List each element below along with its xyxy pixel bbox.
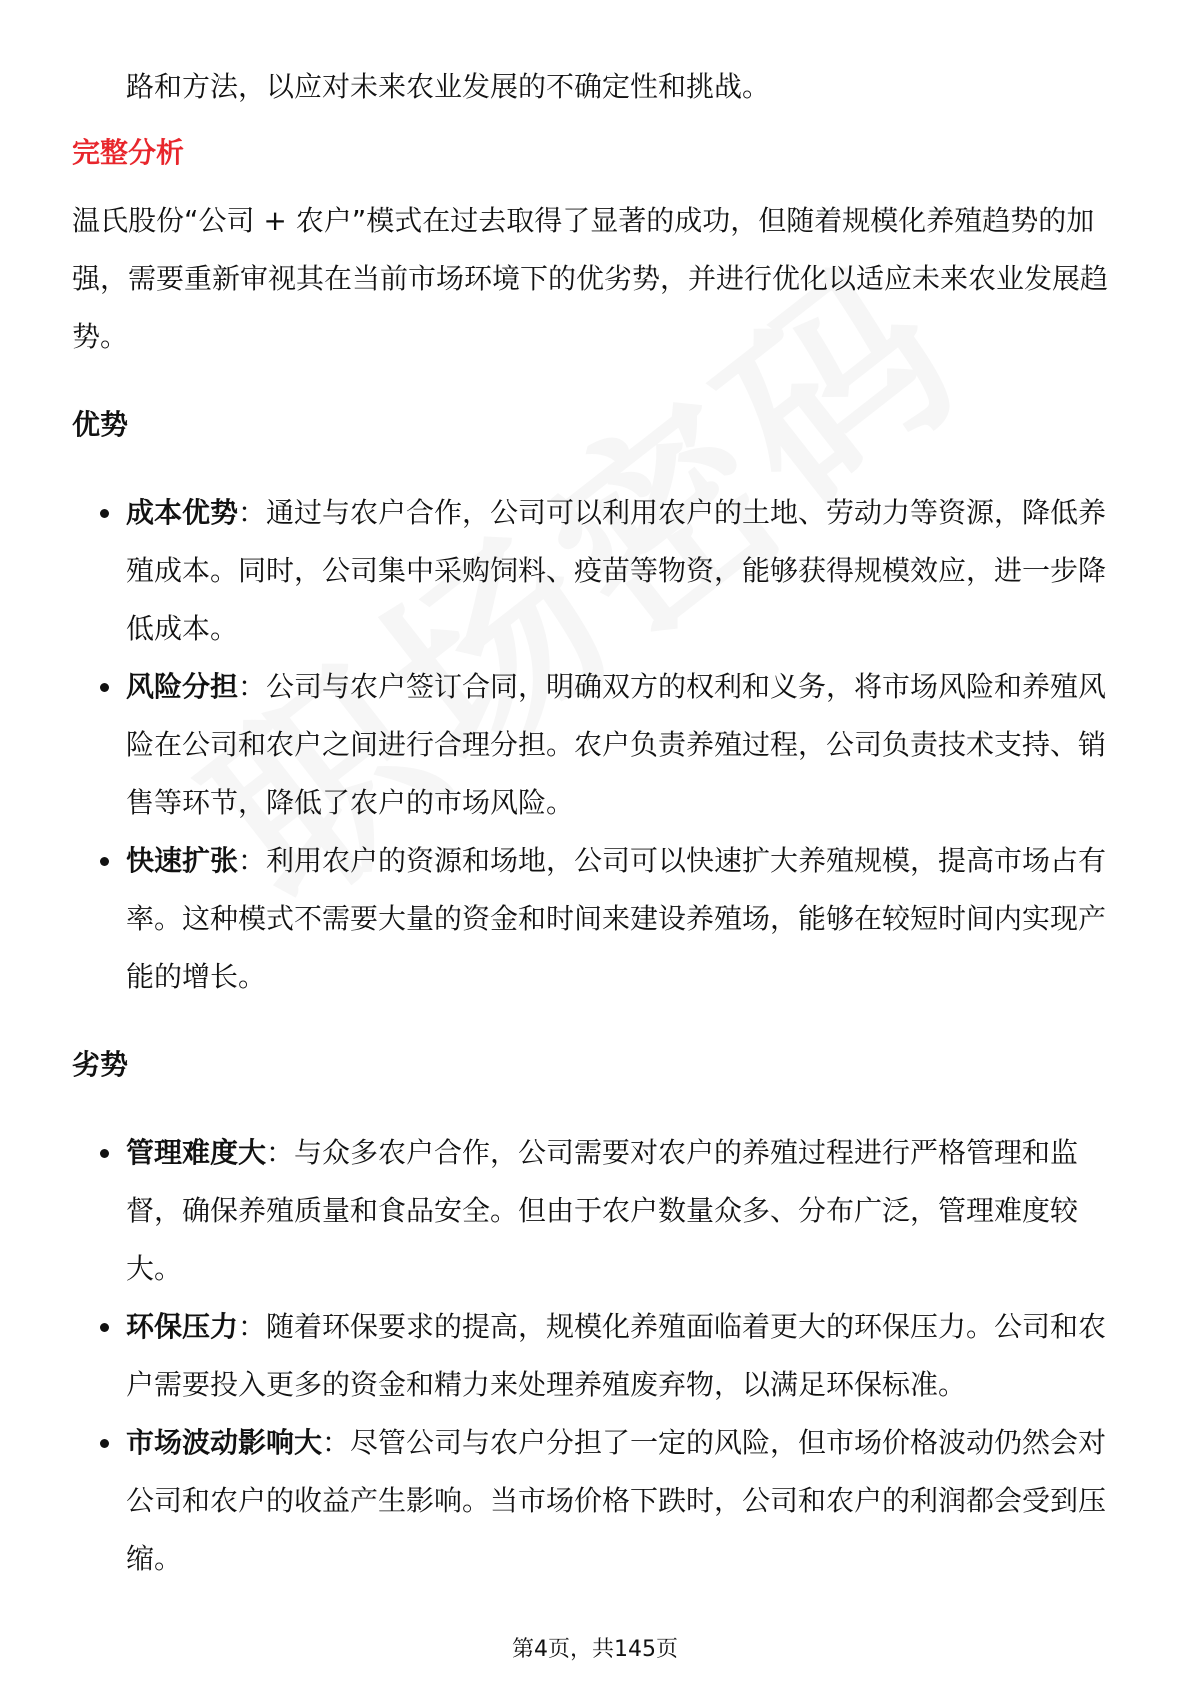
heading-advantages: 优势	[72, 408, 129, 441]
bullet-icon	[100, 509, 109, 518]
item-text: 通过与农户合作，公司可以利用农户的土地、劳动力等资源，降低养殖成本。同时，公司集中采购饲料、疫苗等物资，能够获得规模效应，进一步降低成本。	[126, 496, 1107, 645]
page-number: 第4页，共145页	[512, 1637, 678, 1662]
item-term: 市场波动影响大	[126, 1426, 323, 1459]
item-text: 尽管公司与农户分担了一定的风险，但市场价格波动仍然会对公司和农户的收益产生影响。当市场价格下跌时，公司和农户的利润都会受到压缩。	[126, 1426, 1107, 1575]
item-text: 与众多农户合作，公司需要对农户的养殖过程进行严格管理和监督，确保养殖质量和食品安全。但由于农户数量众多、分布广泛，管理难度较大。	[126, 1136, 1079, 1285]
item-text: 公司与农户签订合同，明确双方的权利和义务，将市场风险和养殖风险在公司和农户之间进行合理分担。农户负责养殖过程，公司负责技术支持、销售等环节，降低了农户的市场风险。	[126, 670, 1107, 819]
document-body	[72, 58, 1122, 1588]
item-separator: ：	[238, 496, 267, 529]
item-separator: ：	[322, 1426, 351, 1459]
bullet-icon	[100, 857, 109, 866]
disadvantages-list	[72, 1124, 1122, 1588]
item-separator: ：	[238, 670, 267, 703]
item-term: 快速扩张	[126, 844, 239, 877]
item-text: 利用农户的资源和场地，公司可以快速扩大养殖规模，提高市场占有率。这种模式不需要大量的资金和时间来建设养殖场，能够在较短时间内实现产能的增长。	[126, 844, 1107, 993]
section-title-analysis: 完整分析	[72, 136, 185, 169]
item-term: 风险分担	[126, 670, 239, 703]
item-separator: ：	[266, 1136, 295, 1169]
analysis-paragraph: 温氏股份“公司 + 农户”模式在过去取得了显著的成功，但随着规模化养殖趋势的加强，需要重新审视其在当前市场环境下的优劣势，并进行优化以适应未来农业发展趋势。	[72, 204, 1109, 353]
item-term: 环保压力	[126, 1310, 239, 1343]
bullet-icon	[100, 1439, 109, 1448]
bullet-icon	[100, 683, 109, 692]
bullet-icon	[100, 1149, 109, 1158]
item-term: 管理难度大	[126, 1136, 267, 1169]
advantages-list	[72, 484, 1122, 1006]
list-item	[72, 832, 1122, 1006]
heading-disadvantages: 劣势	[72, 1048, 129, 1081]
bullet-icon	[100, 1323, 109, 1332]
item-text: 随着环保要求的提高，规模化养殖面临着更大的环保压力。公司和农户需要投入更多的资金和精力来处理养殖废弃物，以满足环保标准。	[126, 1310, 1107, 1401]
list-item	[72, 1414, 1122, 1588]
intro-continuation: 路和方法，以应对未来农业发展的不确定性和挑战。	[126, 70, 771, 103]
item-term: 成本优势	[126, 496, 239, 529]
list-item	[72, 484, 1122, 658]
list-item	[72, 1124, 1122, 1298]
item-separator: ：	[238, 844, 267, 877]
list-item	[72, 658, 1122, 832]
item-separator: ：	[238, 1310, 267, 1343]
list-item	[72, 1298, 1122, 1414]
